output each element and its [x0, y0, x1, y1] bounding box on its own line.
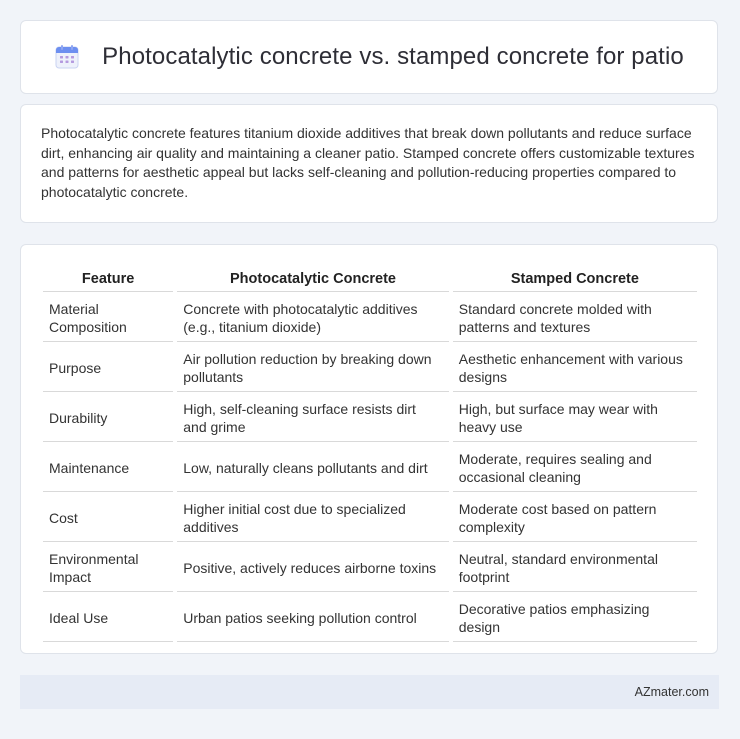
photocatalytic-cell: Concrete with photocatalytic additives (e.g., titanium dioxide) [177, 294, 449, 342]
photocatalytic-cell: Air pollution reduction by breaking down pollutants [177, 344, 449, 392]
photocatalytic-cell: High, self-cleaning surface resists dirt and grime [177, 394, 449, 442]
feature-cell: Maintenance [43, 444, 173, 492]
column-header-feature: Feature [43, 267, 173, 292]
photocatalytic-cell: Positive, actively reduces airborne toxins [177, 544, 449, 592]
footer-brand: AZmater.com [634, 685, 709, 699]
stamped-cell: Standard concrete molded with patterns and textures [453, 294, 697, 342]
feature-cell: Purpose [43, 344, 173, 392]
feature-cell: Durability [43, 394, 173, 442]
title-card [20, 20, 718, 94]
table-row [43, 594, 697, 642]
stamped-cell: Decorative patios emphasizing design [453, 594, 697, 642]
column-header-photocatalytic: Photocatalytic Concrete [177, 267, 449, 292]
summary-card [20, 104, 718, 223]
footer [20, 675, 719, 709]
feature-cell: Cost [43, 494, 173, 542]
page-title: Photocatalytic concrete vs. stamped concrete for patio [102, 43, 684, 70]
calendar-icon [54, 44, 80, 70]
photocatalytic-cell: Higher initial cost due to specialized additives [177, 494, 449, 542]
feature-cell: Environmental Impact [43, 544, 173, 592]
stamped-cell: Neutral, standard environmental footprint [453, 544, 697, 592]
feature-cell: Ideal Use [43, 594, 173, 642]
stamped-cell: High, but surface may wear with heavy use [453, 394, 697, 442]
stamped-cell: Moderate cost based on pattern complexity [453, 494, 697, 542]
photocatalytic-cell: Low, naturally cleans pollutants and dirt [177, 444, 449, 492]
table-row [43, 544, 697, 592]
stamped-cell: Moderate, requires sealing and occasional cleaning [453, 444, 697, 492]
comparison-table [39, 265, 701, 644]
stamped-cell: Aesthetic enhancement with various designs [453, 344, 697, 392]
table-row [43, 294, 697, 342]
photocatalytic-cell: Urban patios seeking pollution control [177, 594, 449, 642]
table-row [43, 394, 697, 442]
table-row [43, 494, 697, 542]
summary-text: Photocatalytic concrete features titanium dioxide additives that break down pollutants and reduce surface dirt, enhancing air quality and maintaining a cleaner patio. Stamped concrete offers customizable textures and patterns for aesthetic appeal but lacks self-cleaning and pollution-reducing properties compared to photocatalytic concrete. [41, 125, 695, 200]
table-row [43, 344, 697, 392]
table-header-row [43, 267, 697, 292]
table-row [43, 444, 697, 492]
comparison-table-card [20, 244, 718, 654]
feature-cell: Material Composition [43, 294, 173, 342]
column-header-stamped: Stamped Concrete [453, 267, 697, 292]
